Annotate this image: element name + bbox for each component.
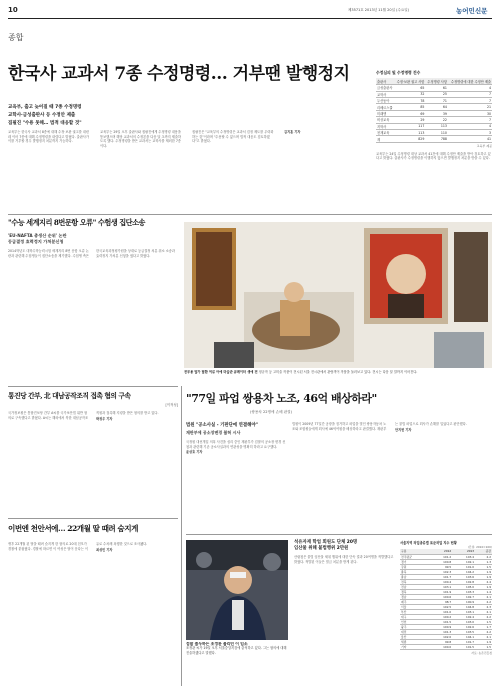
exam-article [8,218,178,378]
table-cell: 30 [448,110,492,116]
table-cell: 4 [448,123,492,129]
abuse-article [8,524,178,684]
labor-subhead: (쌍용차 22명에 손배 판결) [250,410,293,414]
masthead: 농어민신문 [456,7,488,15]
table-row [400,644,492,649]
table-cell: 100.8 [429,559,452,564]
table-cell: 29 [394,117,425,123]
forest-body: 산림청은 불법 임산물 채취 행위에 대한 단속 결과 20여명을 적발했다고 밝혔다. 적발된 이들은 벌금 처분을 받게 된다. [294,555,394,564]
table-cell: 100.4 [429,579,452,584]
table-cell: 제주 [400,599,429,604]
table-cell: 계 [376,136,394,142]
table-cell: 1.5 [475,644,492,649]
table-header-cell: 출판사 [376,78,394,85]
table-cell: 전국평균 [400,554,429,559]
table-cell: 대구 [400,614,429,619]
table-cell: 103.4 [452,554,475,559]
page-header [8,6,492,18]
table-cell: 102.0 [429,634,452,639]
table-header-cell: 2012 [429,549,452,554]
table-cell: 부산 [400,609,429,614]
price-table-unit: (단위: 2010=100) [467,545,492,549]
table-cell: 1.9 [475,639,492,644]
table-cell: 1.9 [475,584,492,589]
section-label: 종합 [8,33,24,42]
table-cell: 2.2 [475,599,492,604]
abuse-byline: 최성민 기자 [96,547,113,552]
exam-headline: "수능 세계지리 8번문항 오류" 수험생 집단소송 [8,218,145,227]
table-cell: 4 [448,85,492,91]
divider [8,214,492,215]
table-cell: 100.9 [429,624,452,629]
table-cell: 금성출판사 [377,86,393,91]
table-cell: 충북 [400,569,429,574]
suspect-illustration [186,540,288,640]
table-row [376,136,492,142]
gallery-illustration [184,222,492,368]
table-cell: 지학사 [376,123,394,129]
table-header-cell: 수정명령 사항 [425,78,448,85]
table-cell: 미래엔 [376,110,394,116]
table-cell: 69 [394,110,425,116]
table-cell: 2.1 [475,609,492,614]
table-cell: 두산동아 [376,98,394,104]
table-cell: 102.8 [452,579,475,584]
table-cell: 1.9 [475,574,492,579]
table-cell: 2.1 [475,634,492,639]
table-cell: 울산 [400,634,429,639]
table-cell: 102.4 [452,614,475,619]
table-cell: 101.3 [429,629,452,634]
spy-byline: 박정우 기자 [96,416,113,421]
table-cell: 대전 [400,629,429,634]
price-table [400,549,492,650]
table-cell: 3 [448,130,492,136]
table-cell: 2.2 [475,629,492,634]
table-cell: 103.3 [452,589,475,594]
table-cell: 113 [394,130,425,136]
table-cell: 21 [448,104,492,110]
table-cell: 99.5 [429,564,452,569]
table-cell: 1.3 [475,559,492,564]
table-cell: 2.4 [475,579,492,584]
suspect-photo [186,540,288,640]
suspect-caption-text: 조정관 씨가 19일 오후 서울중앙지검에 출석하고 있다. 그는 혐의에 대해 진술하겠다고 말했다. [186,646,287,655]
table-cell: 61 [425,85,448,91]
forest-headline: 석유자재 학업 회원도 단체 20명 임산물 위해 불법행위 2만원 [294,540,358,551]
table-cell: 1.4 [475,589,492,594]
table-cell: 경북 [400,589,429,594]
table-cell: 102.3 [429,569,452,574]
lead-body [8,130,368,204]
table-cell: 101.7 [452,639,475,644]
table-cell: 1.5 [475,619,492,624]
table-cell: 전남 [400,584,429,589]
table-cell: 비상교육 [376,117,394,123]
table-cell: 100.6 [429,594,452,599]
table-cell: 100.0 [429,644,452,649]
table-cell: 2.2 [475,554,492,559]
gallery-caption-title: 전투용 말가 탈환 여류 아에 미술관 큐레이터 생애 전 [184,370,258,374]
table-cell: 1.7 [475,624,492,629]
spy-body [8,411,178,501]
lead-subhead-3: 집필진 "수용 못해… 법적 대응할 것" [8,121,82,126]
table-cell: 101.2 [429,554,452,559]
table-cell: 41 [448,136,492,142]
spy-subhead: [이적성] [165,403,178,407]
table-cell: 103.1 [452,609,475,614]
table-cell: 101.9 [429,589,452,594]
exam-body: 2014학년도 대학수학능력시험 세계지리 8번 문항 오류 논란과 관련해 수험생들이 집단소송을 제기했다. 수험생 측은 한국교육과정평가원을 상대로 등급결정 처분 취소 소송과 효력정지 가처분 신청을 냈다고 밝혔다. [8,249,175,258]
table-cell: 전북 [400,579,429,584]
court-article [186,422,286,532]
divider [8,386,178,387]
table-cell: 103.0 [452,619,475,624]
table-cell: 101.5 [429,619,452,624]
table-cell: 102.1 [452,559,475,564]
table-cell: 98.7 [429,599,452,604]
table-cell: 100.2 [429,614,452,619]
side-table-title: 수정심의 및 수정명령 건수 [376,70,421,75]
table-cell: 7 [448,91,492,97]
table-cell: 105.0 [452,584,475,589]
table-cell: 101.5 [452,644,475,649]
side-table-body [376,85,492,143]
table-cell: 103.1 [429,584,452,589]
abuse-headline: 이번엔 천안서에… 22개월 딸 때려 숨지게 [8,524,138,533]
header-rule [8,18,492,19]
table-cell: 25 [425,91,448,97]
table-cell: 101.0 [429,609,452,614]
table-cell: 103.5 [452,629,475,634]
table-cell: 104.2 [452,569,475,574]
table-header-row [376,78,492,85]
table-cell: 경기 [400,559,429,564]
table-cell: 경남 [400,594,429,599]
labor-headline: "77일 파업 쌍용차 노조, 46억 배상하라" [186,392,377,405]
suspect-caption-title: 검찰 출두하는 조정관 블리던 이 임소 [186,642,248,646]
labor-byline: 안지현 기자 [395,427,412,432]
price-table-note: 자료: 농촌진흥청 [471,650,492,655]
abuse-body [8,542,178,678]
lead-paragraph: 교육부는 29일 오후 출판사와 집필진에게 수정명령 내용을 통보했으며 해당 교과서의 수정본을 다음 달 초까지 제출하도록 했다. 수정명령을 받은 교과서는 교학사를 제외한 7종이다. [100,130,181,148]
table-header-cell: 수정명령에 대한 수정안 제출 [448,78,492,85]
table-cell: 32 [394,91,425,97]
court-body-text: 국정원 대선개입 의혹 사건을 심리 중인 재판부가 검찰의 공소장 변경 신청과 관련해 기존 공소사실과의 연관성을 명확히 하라고 요구했다. [186,440,286,449]
gallery-photo [184,222,492,368]
table-cell: 39 [425,110,448,116]
table-cell: 교학사 [376,91,394,97]
column-divider [181,386,182,686]
court-byline: 윤상호 기자 [186,450,203,455]
court-subhead: 재판부에 공소장변경 불허 시사 [186,430,241,435]
lead-subhead-1: 교육부, 출고 늦어질 때 7종 수정명령 [8,105,82,110]
table-cell: 100.9 [452,599,475,604]
table-cell: 65 [394,85,425,91]
labor-body [292,422,492,532]
table-cell: 104.1 [452,634,475,639]
table-cell: 85 [394,104,425,110]
table-cell: 102.7 [452,594,475,599]
side-table [376,78,492,143]
gallery-caption-text: 정규작 등 고미술 작품이 전시된 서울 전시관에서 관람객이 작품을 둘러보고 있다. 전시는 다음 달 말까지 이어진다. [258,370,418,374]
table-cell: 광주 [400,624,429,629]
table-cell: 78 [394,98,425,104]
table-cell: 103.6 [452,574,475,579]
table-cell: 64 [425,104,448,110]
price-table-body [400,554,492,649]
table-cell: 117 [394,123,425,129]
table-cell: 강원 [400,564,429,569]
table-cell: 인천 [400,619,429,624]
table-cell: 충남 [400,574,429,579]
court-body [186,440,286,530]
divider [8,518,178,519]
abuse-body-text: 생후 22개월 된 딸을 때려 숨지게 한 혐의로 20대 친모가 경찰에 붙잡혔다. 경찰에 따르면 이 여성은 딸이 운다는 이유로 수차례 폭행한 것으로 조사됐다. [8,542,148,551]
side-table-note: 교육부 제공 [476,143,492,148]
divider [186,534,492,535]
table-cell: 102.6 [452,624,475,629]
table-cell: 기타 [400,644,429,649]
table-cell: 천재교육 [376,130,394,136]
table-cell: 102.5 [429,604,452,609]
table-cell: 2.3 [475,604,492,609]
price-table-title: 서울지역 작업종류별 표준작업 지수 현황 [400,541,457,545]
table-cell: 서울 [400,604,429,609]
side-body: 교육부는 24일 수정명령 대상 교과서 41건에 대해 수정안 제출을 받아 검토하고 있다고 밝혔다. 출판사가 수정명령을 이행하지 않으면 발행정지 처분을 받을 수 있다. [376,151,491,161]
table-cell: 99.8 [429,639,452,644]
spy-article [8,392,178,512]
lead-subhead-2: 교학사·금성출판사 등 수정안 제출 [8,113,76,118]
forest-article [294,540,396,686]
table-cell: 101.7 [429,574,452,579]
table-cell: 7 [448,117,492,123]
table-cell: 2.1 [475,594,492,599]
table-cell: 113 [425,123,448,129]
suspect-caption [186,642,288,686]
table-cell: 71 [425,98,448,104]
price-table-box [400,540,492,655]
table-cell: 104.8 [452,604,475,609]
side-table-box [376,70,492,192]
lead-byline: 김지훈 기자 [284,130,301,134]
lead-paragraph: 집필진은 "교육부의 수정명령은 교과서 검정 제도를 무력화하는 것"이라며 "수용할 수 없으며 법적 대응도 검토하겠다"고 밝혔다. [192,130,274,144]
page-number: 10 [8,6,18,14]
lead-headline: 한국사 교과서 7종 수정명령… 거부땐 발행정지 [8,64,350,84]
table-cell: 1.5 [475,564,492,569]
spy-body-text: 국가정보원은 통합진보당 간부 A씨를 국가보안법 위반 혐의로 구속했다고 밝혔다. A씨는 해외에서 북한 대남공작조직원과 접촉해 지령을 받은 혐의를 받고 있다. [8,411,159,420]
table-cell: 리베르스쿨 [377,105,393,110]
table-cell: 788 [425,136,448,142]
exam-subhead: 'EU-NAFTA 총생산 순위' 논란 등급결정 효력정지 가처분신청 [8,233,67,244]
table-cell: 세종 [400,639,429,644]
table-cell: 2.2 [475,614,492,619]
table-header-cell: 수정·보완 권고 사항 [394,78,425,85]
table-cell: 1.9 [475,569,492,574]
lead-article [8,98,368,210]
gallery-caption [184,370,492,384]
table-header-cell: 2013 [452,549,475,554]
table-cell: 22 [425,117,448,123]
court-headline: 법원 "공소사실 - 기판단에 연결해야" [186,423,258,428]
spy-headline: 통진당 간부, 北 대남공작조직 접촉 혐의 구속 [8,392,131,400]
labor-body-text: 법원이 2009년 77일간 공장을 점거하고 파업을 벌인 쌍용자동차 노조와 조합원들에게 회사에 46억여원을 배상하라고 판결했다. 재판부는 불법 파업으로 회사가 손해를 입었다고 판단했다. [292,422,467,431]
table-header-cell: 증감 [475,549,492,554]
table-header-cell: 구분 [400,549,429,554]
lead-paragraph: 교육부는 한국사 교과서 8종에 대해 수정·보완 권고를 내린 데 이어 7종에 대해 수정명령을 내렸다고 밝혔다. 출판사가 이를 거부할 경우 발행정지 처분까지 가능하다. [8,130,89,144]
table-cell: 829 [394,136,425,142]
issue-info: 제3571호 2013년 11월 20일 (수요일) [348,8,409,12]
table-cell: 110 [425,130,448,136]
table-cell: 101.0 [452,564,475,569]
table-cell: 7 [448,98,492,104]
